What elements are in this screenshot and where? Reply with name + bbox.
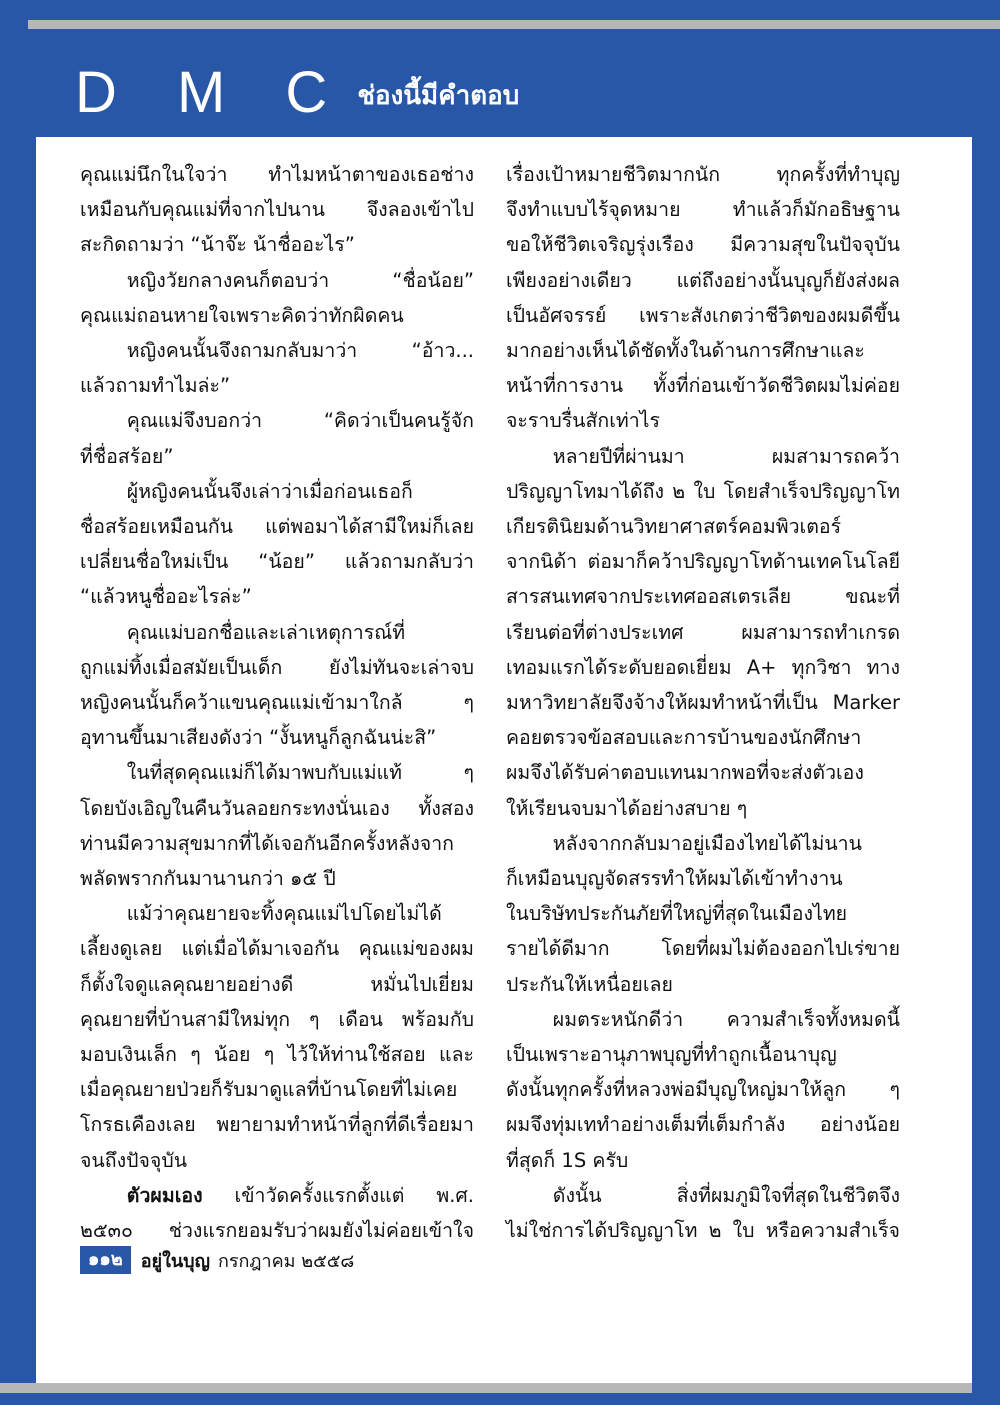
line-text: เป็นเพราะอานุภาพบุญที่ทำถูกเนื้อนาบุญ	[506, 1043, 837, 1067]
line-text: พลัดพรากกันมานานกว่า ๑๕ ปี	[80, 867, 336, 891]
text-line	[80, 227, 474, 262]
line-text: “แล้วหนูชื่ออะไรล่ะ”	[80, 585, 252, 609]
magazine-name: อยู่ในบุญ	[140, 1250, 210, 1272]
page-number: ๑๑๒	[80, 1246, 131, 1274]
line-text: ในบริษัทประกันภัยที่ใหญ่ที่สุดในเมืองไทย	[506, 902, 848, 926]
text-line	[506, 509, 900, 544]
line-text: แม้ว่าคุณยายจะทิ้งคุณแม่ไปโดยไม่ได้	[126, 902, 442, 926]
right-column	[506, 157, 900, 1248]
text-line	[80, 298, 474, 333]
text-line	[506, 1107, 900, 1142]
text-line	[80, 826, 474, 861]
text-line	[506, 298, 900, 333]
text-line	[80, 720, 474, 755]
line-text: ในที่สุดคุณแม่ก็ได้มาพบกับแม่แท้ ๆ	[126, 761, 474, 785]
line-text: คุณแม่จึงบอกว่า “คิดว่าเป็นคนรู้จัก	[126, 409, 474, 433]
line-text: สารสนเทศจากประเทศออสเตรเลีย ขณะที่	[506, 585, 900, 609]
text-line	[506, 1178, 900, 1213]
line-text: ชื่อสร้อยเหมือนกัน แต่พอมาได้สามีใหม่ก็เลย	[80, 515, 474, 539]
line-text: แล้วถามทำไมล่ะ”	[80, 374, 231, 398]
line-text: จะราบรื่นสักเท่าไร	[506, 409, 660, 433]
text-line	[506, 544, 900, 579]
line-text: หญิงคนนั้นก็คว้าแขนคุณแม่เข้ามาใกล้ ๆ	[80, 691, 474, 715]
text-line	[506, 615, 900, 650]
text-line	[80, 192, 474, 227]
page-footer	[80, 1246, 354, 1274]
line-text: จึงทำแบบไร้จุดหมาย ทำแล้วก็มักอธิษฐาน	[506, 198, 900, 222]
line-text: ผู้หญิงคนนั้นจึงเล่าว่าเมื่อก่อนเธอก็	[126, 479, 413, 503]
line-text: เรื่องเป้าหมายชีวิตมากนัก ทุกครั้งที่ทำบุญ	[506, 163, 900, 186]
line-text: มากอย่างเห็นได้ชัดทั้งในด้านการศึกษาและ	[506, 339, 865, 363]
text-line	[506, 931, 900, 966]
text-line	[80, 1037, 474, 1072]
text-line	[506, 1002, 900, 1037]
text-line	[506, 368, 900, 403]
line-text: ก็ตั้งใจดูแลคุณยายอย่างดี หมั่นไปเยี่ยม	[80, 972, 474, 996]
line-text: คอยตรวจข้อสอบและการบ้านของนักศึกษา	[506, 726, 862, 750]
line-text: หน้าที่การงาน ทั้งที่ก่อนเข้าวัดชีวิตผมไม่ค่อย	[506, 374, 900, 398]
line-text: เปลี่ยนชื่อใหม่เป็น “น้อย” แล้วถามกลับว่า	[80, 550, 474, 574]
line-text: จนถึงปัจจุบัน	[80, 1148, 188, 1172]
text-line	[80, 368, 474, 403]
text-line	[80, 439, 474, 474]
line-text: หลายปีที่ผ่านมา ผมสามารถคว้า	[552, 444, 900, 468]
line-text: เหมือนกับคุณแม่ที่จากไปนาน จึงลองเข้าไป	[80, 198, 474, 222]
article-page	[36, 137, 972, 1383]
line-text: รายได้ดีมาก โดยที่ผมไม่ต้องออกไปเร่ขาย	[506, 937, 900, 961]
line-text: เลี้ยงดูเลย แต่เมื่อได้มาเจอกัน คุณแม่ของผม	[80, 937, 474, 961]
text-line	[80, 791, 474, 826]
left-column	[80, 157, 474, 1248]
line-text: หญิงคนนั้นจึงถามกลับมาว่า “อ้าว...	[126, 339, 474, 363]
line-text: เกียรตินิยมด้านวิทยาศาสตร์คอมพิวเตอร์	[506, 515, 842, 539]
text-line	[80, 1213, 474, 1248]
text-line	[506, 755, 900, 790]
line-text: มอบเงินเล็ก ๆ น้อย ๆ ไว้ให้ท่านใช้สอย และ	[80, 1043, 474, 1067]
line-text: ปริญญาโทมาได้ถึง ๒ ใบ โดยสำเร็จปริญญาโท	[506, 479, 900, 503]
text-line	[506, 1213, 900, 1248]
line-text: เพียงอย่างเดียว แต่ถึงอย่างนั้นบุญก็ยังส่งผล	[506, 268, 900, 292]
text-line	[506, 333, 900, 368]
text-line	[506, 650, 900, 685]
line-text: ที่ชื่อสร้อย”	[80, 444, 174, 468]
line-text: ไม่ใช่การได้ปริญญาโท ๒ ใบ หรือความสำเร็จ	[506, 1219, 900, 1243]
text-line	[80, 474, 474, 509]
text-line	[80, 333, 474, 368]
line-text: ผมตระหนักดีว่า ความสำเร็จทั้งหมดนี้	[552, 1007, 900, 1031]
line-text: ถูกแม่ทิ้งเมื่อสมัยเป็นเด็ก ยังไม่ทันจะเล่าจบ	[80, 655, 474, 679]
text-line	[80, 685, 474, 720]
line-text: เข้าวัดครั้งแรกตั้งแต่ พ.ศ.	[202, 1183, 474, 1207]
text-line	[506, 720, 900, 755]
text-line	[506, 826, 900, 861]
line-text: ก็เหมือนบุญจัดสรรทำให้ผมได้เข้าทำงาน	[506, 867, 843, 891]
text-line	[506, 192, 900, 227]
text-line	[80, 861, 474, 896]
line-text: หญิงวัยกลางคนก็ตอบว่า “ชื่อน้อย”	[126, 268, 474, 292]
line-text: ขอให้ชีวิตเจริญรุ่งเรือง มีความสุขในปัจจุบัน	[506, 233, 900, 257]
bottom-rule	[0, 1383, 972, 1393]
text-line	[80, 1178, 474, 1213]
text-line	[80, 615, 474, 650]
text-line	[506, 967, 900, 1002]
header	[75, 52, 520, 125]
text-line	[506, 439, 900, 474]
line-text: สะกิดถามว่า “น้าจ๊ะ น้าชื่ออะไร”	[80, 233, 355, 257]
line-text: โดยบังเอิญในคืนวันลอยกระทงนั่นเอง ทั้งสอง	[80, 796, 474, 820]
text-line	[506, 791, 900, 826]
line-text: ประกันให้เหนื่อยเลย	[506, 972, 673, 996]
text-line	[506, 579, 900, 614]
line-text: ผมจึงทุ่มเททำอย่างเต็มที่เต็มกำลัง อย่างน้อย	[506, 1113, 900, 1137]
text-line	[80, 755, 474, 790]
line-text: ที่สุดก็ 1S ครับ	[506, 1148, 629, 1172]
line-text: เป็นอัศจรรย์ เพราะสังเกตว่าชีวิตของผมดีขึ้น	[506, 303, 900, 327]
line-text: ให้เรียนจบมาได้อย่างสบาย ๆ	[506, 796, 748, 820]
line-text: ผมจึงได้รับค่าตอบแทนมากพอที่จะส่งตัวเอง	[506, 761, 864, 785]
line-text: เมื่อคุณยายป่วยก็รับมาดูแลที่บ้านโดยที่ไม่เคย	[80, 1078, 458, 1102]
text-line	[506, 896, 900, 931]
text-line	[506, 227, 900, 262]
text-line	[80, 650, 474, 685]
line-text: มหาวิทยาลัยจึงจ้างให้ผมทำหน้าที่เป็น Marker	[506, 691, 900, 715]
text-line	[506, 263, 900, 298]
text-line	[80, 509, 474, 544]
text-line	[80, 1107, 474, 1142]
line-text: ดังนั้นทุกครั้งที่หลวงพ่อมีบุญใหญ่มาให้ลูก ๆ	[506, 1078, 900, 1102]
text-line	[506, 474, 900, 509]
line-text: ดังนั้น สิ่งที่ผมภูมิใจที่สุดในชีวิตจึง	[552, 1183, 900, 1207]
text-line	[80, 403, 474, 438]
line-text: อุทานขึ้นมาเสียงดังว่า “งั้นหนูก็ลูกฉันน่ะสิ”	[80, 726, 437, 750]
line-text: คุณแม่บอกชื่อและเล่าเหตุการณ์ที่	[126, 620, 406, 644]
text-line	[506, 157, 900, 192]
line-text: คุณยายที่บ้านสามีใหม่ทุก ๆ เดือน พร้อมกับ	[80, 1007, 474, 1031]
text-line	[506, 1037, 900, 1072]
text-line	[80, 544, 474, 579]
brand-title: D M C	[75, 60, 350, 125]
text-line	[80, 1002, 474, 1037]
text-line	[506, 403, 900, 438]
text-line	[80, 896, 474, 931]
line-text: เรียนต่อที่ต่างประเทศ ผมสามารถทำเกรด	[506, 620, 900, 644]
text-line	[80, 263, 474, 298]
line-text: ๒๕๓๐ ช่วงแรกยอมรับว่าผมยังไม่ค่อยเข้าใจ	[80, 1219, 474, 1243]
text-line	[506, 1143, 900, 1178]
text-line	[506, 1072, 900, 1107]
issue-date: กรกฎาคม ๒๕๕๘	[217, 1250, 355, 1272]
line-text: หลังจากกลับมาอยู่เมืองไทยได้ไม่นาน	[552, 831, 862, 855]
line-text: เทอมแรกได้ระดับยอดเยี่ยม A+ ทุกวิชา ทาง	[506, 655, 900, 679]
text-line	[80, 579, 474, 614]
text-line	[80, 1143, 474, 1178]
text-line	[506, 685, 900, 720]
line-text: โกรธเคืองเลย พยายามทำหน้าที่ลูกที่ดีเรื่อยมา	[80, 1113, 474, 1137]
line-text: คุณแม่นึกในใจว่า ทำไมหน้าตาของเธอช่าง	[80, 163, 474, 186]
text-line	[80, 157, 474, 192]
bold-lead: ตัวผมเอง	[126, 1183, 203, 1207]
text-line	[80, 967, 474, 1002]
text-line	[80, 931, 474, 966]
top-rule	[28, 20, 1000, 29]
line-text: จากนิด้า ต่อมาก็คว้าปริญญาโทด้านเทคโนโลยี	[506, 550, 900, 574]
section-tagline: ช่องนี้มีคำตอบ	[357, 81, 520, 111]
text-line	[506, 861, 900, 896]
text-line	[80, 1072, 474, 1107]
line-text: คุณแม่ถอนหายใจเพราะคิดว่าทักผิดคน	[80, 303, 404, 327]
line-text: ท่านมีความสุขมากที่ได้เจอกันอีกครั้งหลังจาก	[80, 831, 454, 855]
